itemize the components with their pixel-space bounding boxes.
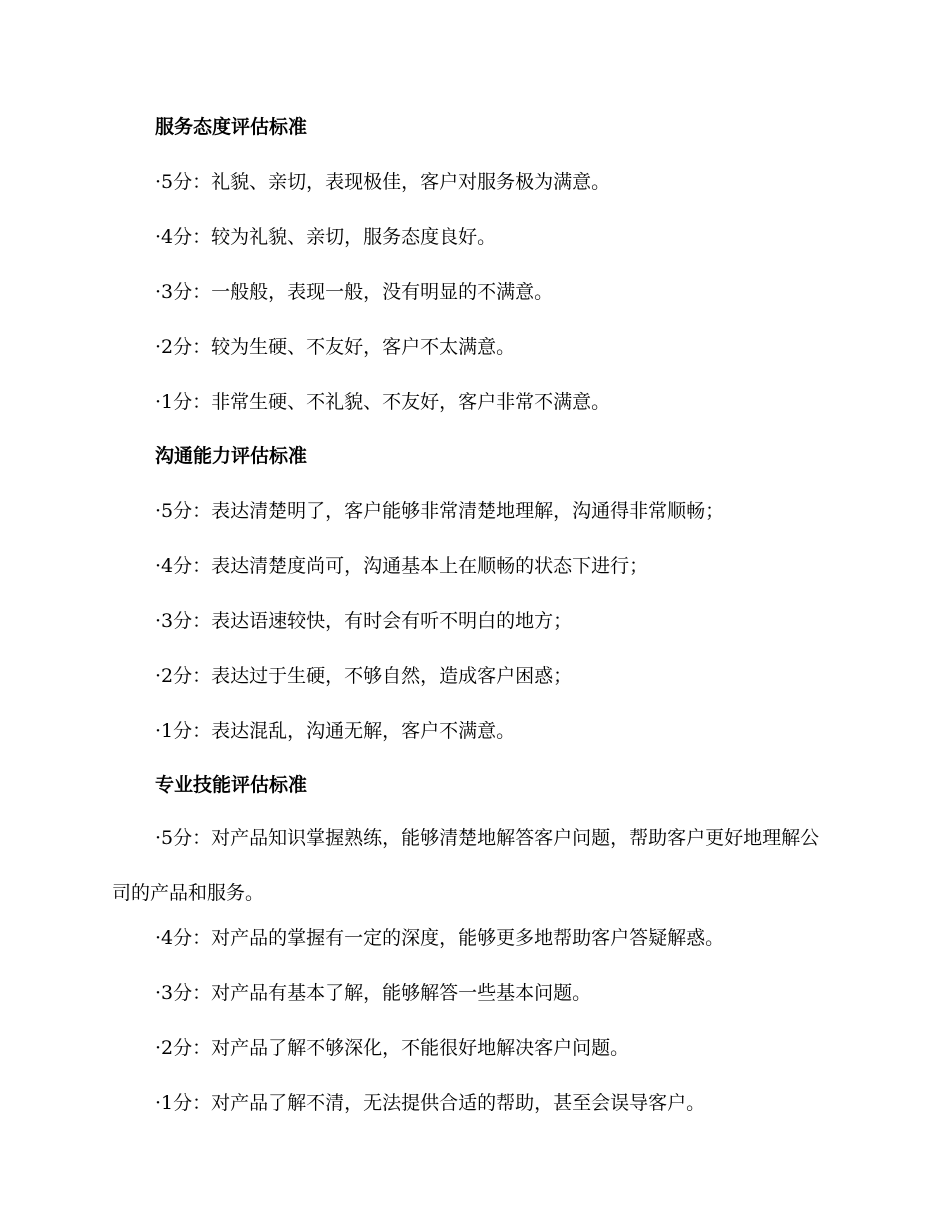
criteria-item: ·3分：一般般，表现一般，没有明显的不满意。 bbox=[155, 281, 554, 303]
section-heading-communication: 沟通能力评估标准 bbox=[155, 445, 308, 467]
criteria-item: ·4分：对产品的掌握有一定的深度，能够更多地帮助客户答疑解惑。 bbox=[155, 927, 725, 949]
criteria-item: ·3分：表达语速较快，有时会有听不明白的地方； bbox=[155, 610, 573, 632]
criteria-item: ·1分：对产品了解不清，无法提供合适的帮助，甚至会误导客户。 bbox=[155, 1092, 706, 1114]
criteria-item: ·3分：对产品有基本了解，能够解答一些基本问题。 bbox=[155, 982, 592, 1004]
criteria-item: ·4分：较为礼貌、亲切，服务态度良好。 bbox=[155, 226, 497, 248]
section-heading-professional-skills: 专业技能评估标准 bbox=[155, 774, 308, 796]
criteria-item: ·4分：表达清楚度尚可，沟通基本上在顺畅的状态下进行； bbox=[155, 555, 649, 577]
criteria-item: ·1分：表达混乱，沟通无解，客户不满意。 bbox=[155, 720, 516, 742]
criteria-item: ·2分：表达过于生硬，不够自然，造成客户困惑； bbox=[155, 665, 573, 687]
criteria-item: ·5分：礼貌、亲切，表现极佳，客户对服务极为满意。 bbox=[155, 171, 611, 193]
criteria-item: ·2分：对产品了解不够深化，不能很好地解决客户问题。 bbox=[155, 1037, 630, 1059]
criteria-item: ·1分：非常生硬、不礼貌、不友好，客户非常不满意。 bbox=[155, 391, 611, 413]
section-heading-service-attitude: 服务态度评估标准 bbox=[155, 116, 308, 138]
criteria-item: ·2分：较为生硬、不友好，客户不太满意。 bbox=[155, 336, 516, 358]
criteria-item: ·5分：对产品知识掌握熟练，能够清楚地解答客户问题，帮助客户更好地理解公司的产品和服务。 bbox=[112, 827, 820, 904]
criteria-item: ·5分：表达清楚明了，客户能够非常清楚地理解，沟通得非常顺畅； bbox=[155, 500, 725, 522]
